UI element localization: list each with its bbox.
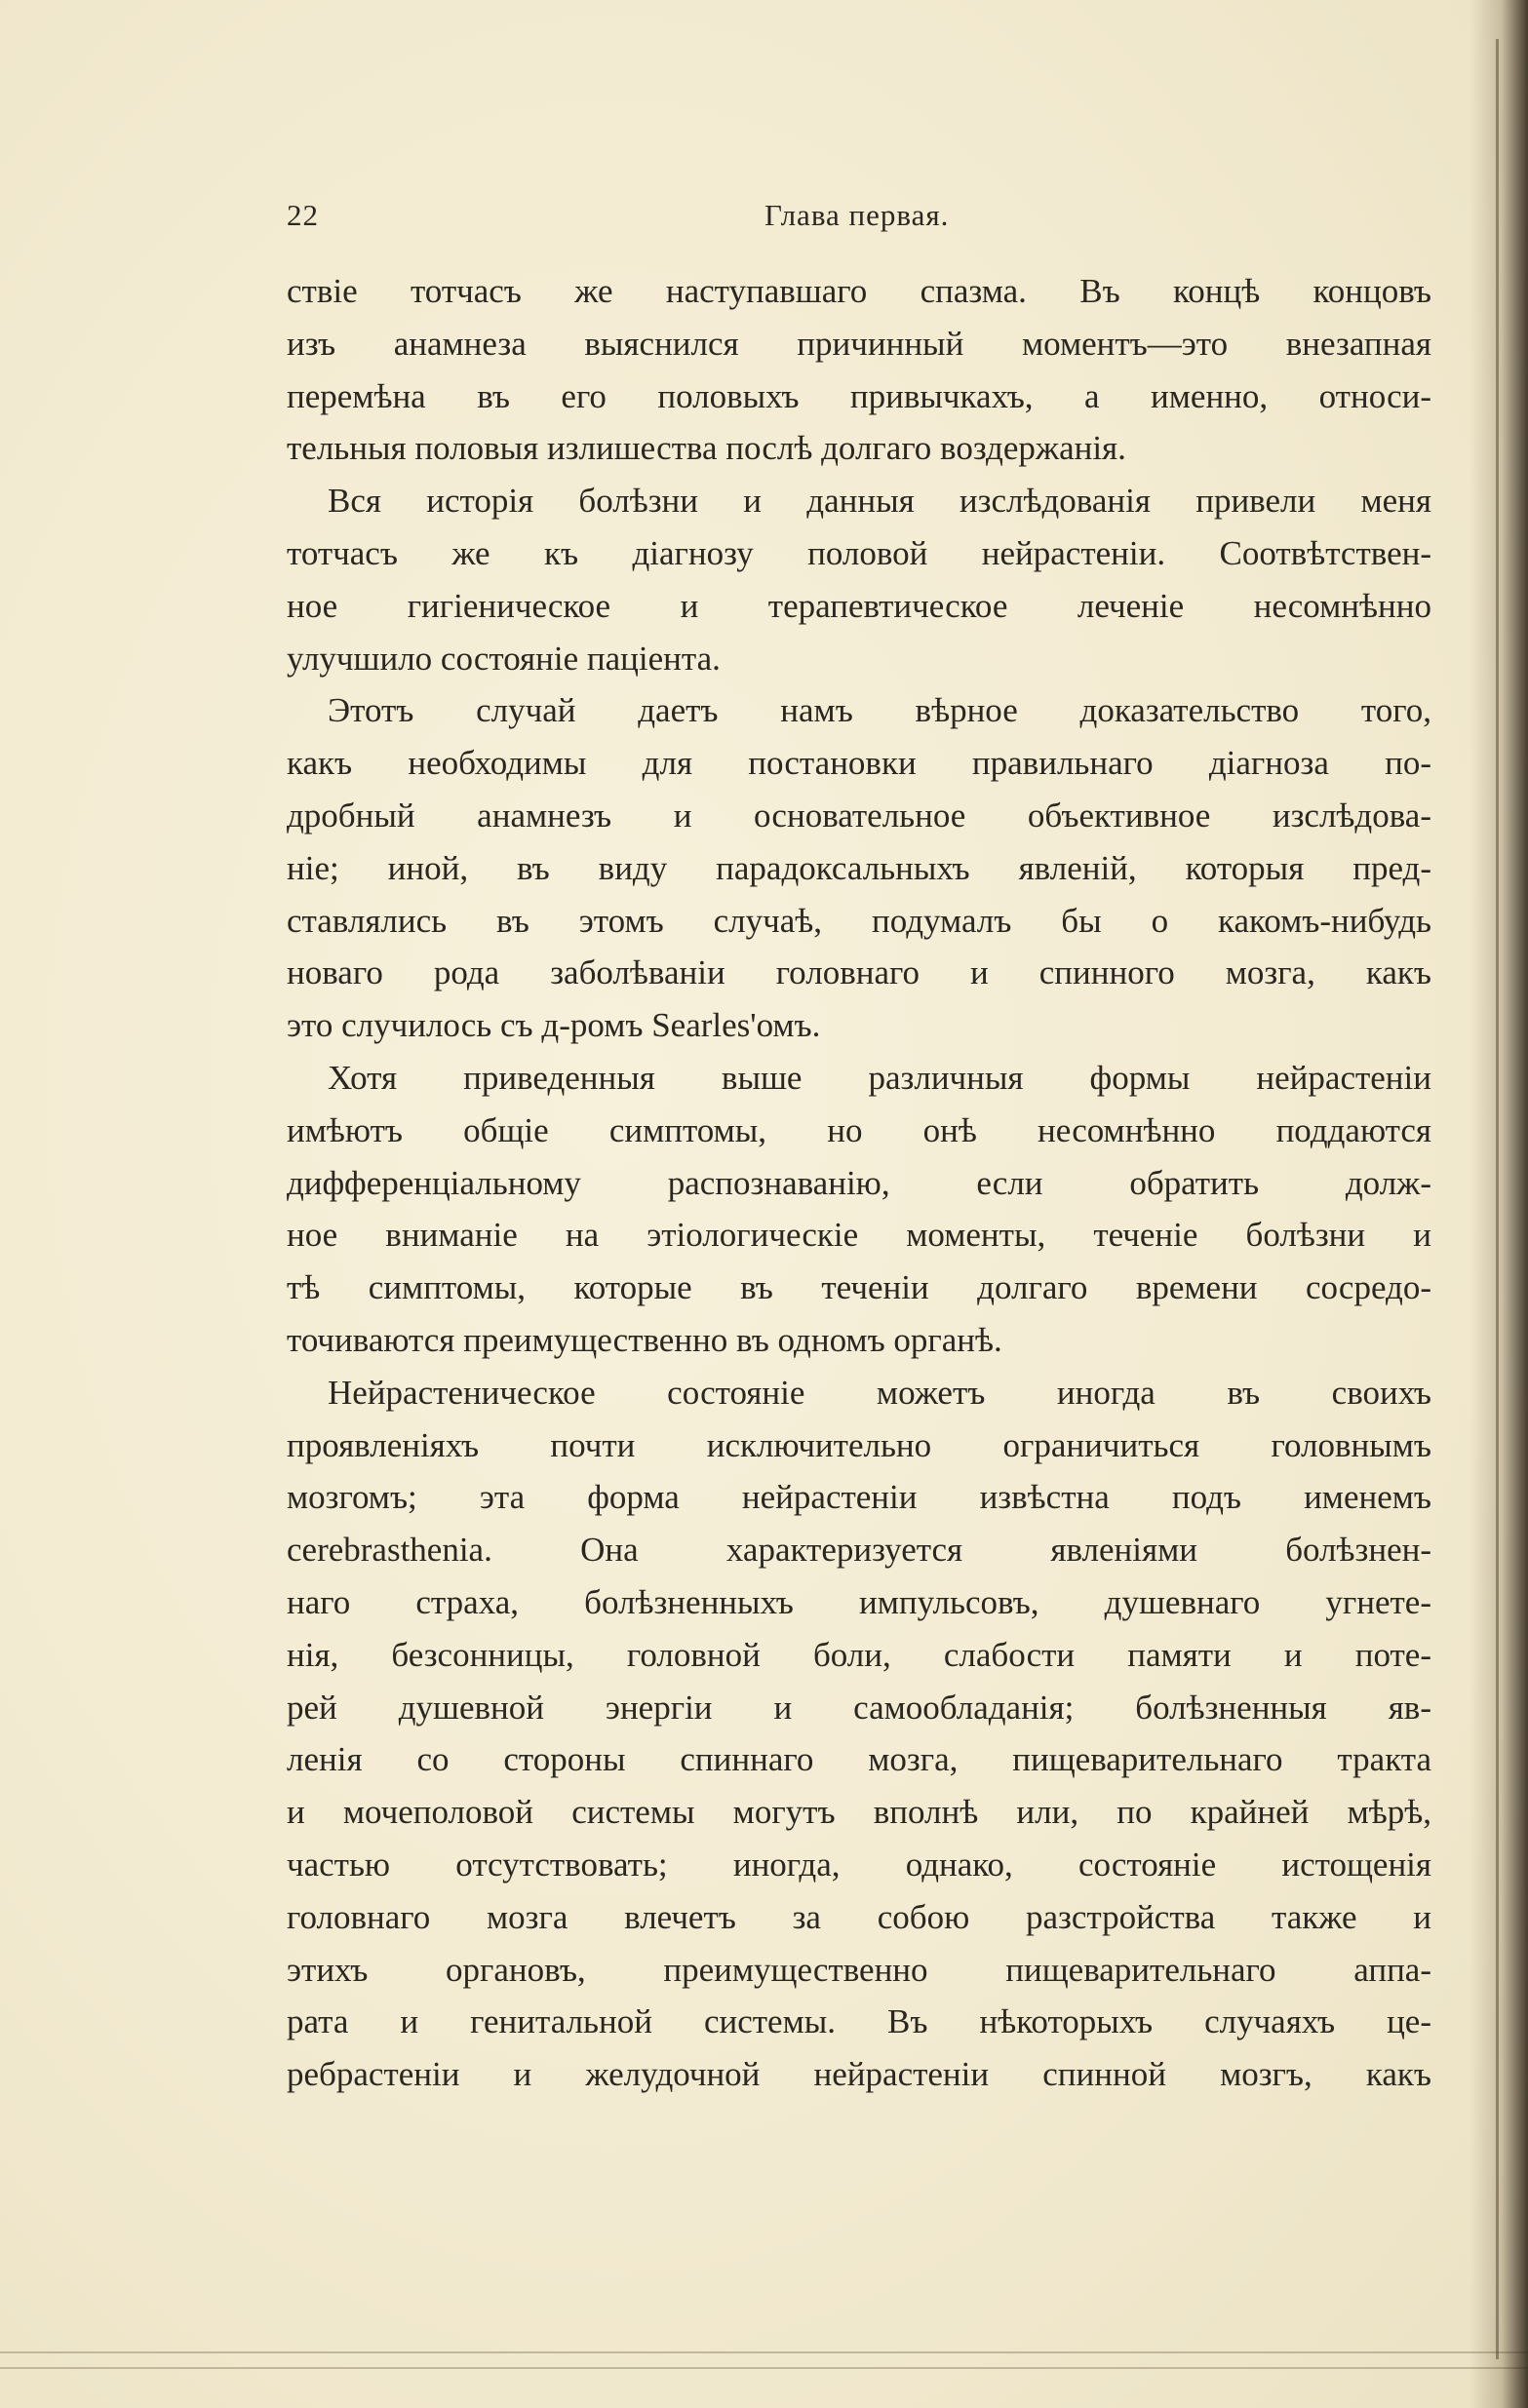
text-line: и мочеполовой системы могутъ вполнѣ или, по крайней мѣрѣ,	[287, 1793, 1431, 1832]
page-number: 22	[287, 198, 319, 232]
text-line: тѣ симптомы, которые въ теченіи долгаго времени сосредо-	[287, 1268, 1431, 1307]
text-line: проявленіяхъ почти исключительно ограничиться головнымъ	[287, 1425, 1431, 1464]
text-line: ное гигіеническое и терапевтическое леченіе несомнѣнно	[287, 586, 1431, 625]
text-line: какъ необходимы для постановки правильнаго діагноза по-	[287, 744, 1431, 783]
text-line: дробный анамнезъ и основательное объективное изслѣдова-	[287, 796, 1431, 835]
text-line: улучшило состояніе паціента.	[287, 639, 721, 678]
page-bottom-rule	[0, 2367, 1528, 2369]
running-title: Глава первая.	[764, 198, 950, 232]
text-line: новаго рода заболѣваніи головнаго и спинного мозга, какъ	[287, 953, 1431, 992]
page-bottom-rule	[0, 2351, 1528, 2353]
text-line: мозгомъ; эта форма нейрастеніи извѣстна подъ именемъ	[287, 1478, 1431, 1517]
text-line: тотчасъ же къ діагнозу половой нейрастеніи. Соотвѣтствен-	[287, 533, 1431, 572]
text-line: изъ анамнеза выяснился причинный моментъ—это внезапная	[287, 324, 1431, 363]
text-line: этихъ органовъ, преимущественно пищеварительнаго аппа-	[287, 1950, 1431, 1989]
text-line: ставлялись въ этомъ случаѣ, подумалъ бы о какомъ-нибудь	[287, 901, 1431, 940]
text-line: ствіе тотчасъ же наступавшаго спазма. Въ концѣ концовъ	[287, 272, 1431, 310]
text-line: точиваются преимущественно въ одномъ органѣ.	[287, 1320, 1002, 1359]
text-line: ребрастеніи и желудочной нейрастеніи спинной мозгъ, какъ	[287, 2055, 1431, 2094]
body-text	[287, 265, 1431, 2101]
text-line: ніе; иной, въ виду парадоксальныхъ явленій, которыя пред-	[287, 848, 1431, 887]
text-line: cerebrasthenia. Она характеризуется явленіями болѣзнен-	[287, 1531, 1431, 1570]
text-line: Нейрастеническое состояніе можетъ иногда въ своихъ	[328, 1373, 1431, 1412]
text-line: частью отсутствовать; иногда, однако, состояніе истощенія	[287, 1845, 1431, 1884]
page-header	[287, 198, 1437, 237]
text-line: рата и генитальной системы. Въ нѣкоторыхъ случаяхъ це-	[287, 2002, 1431, 2041]
text-line: тельныя половыя излишества послѣ долгаго воздержанія.	[287, 429, 1126, 468]
text-line: рей душевной энергіи и самообладанія; болѣзненныя яв-	[287, 1688, 1431, 1727]
text-line: ное вниманіе на этіологическіе моменты, теченіе болѣзни и	[287, 1216, 1431, 1255]
text-line: нія, безсонницы, головной боли, слабости памяти и поте-	[287, 1635, 1431, 1674]
text-line: это случилось съ д-ромъ Searles'омъ.	[287, 1006, 821, 1045]
text-line: головнаго мозга влечетъ за собою разстройства также и	[287, 1897, 1431, 1936]
text-line: Этотъ случай даетъ намъ вѣрное доказательство того,	[328, 691, 1431, 730]
text-line: перемѣна въ его половыхъ привычкахъ, а именно, относи-	[287, 376, 1431, 415]
text-line: наго страха, болѣзненныхъ импульсовъ, душевнаго угнете-	[287, 1582, 1431, 1621]
text-line: дифференціальному распознаванію, если обратить долж-	[287, 1163, 1431, 1202]
text-line: имѣютъ общіе симптомы, но онѣ несомнѣнно поддаются	[287, 1110, 1431, 1149]
text-line: ленія со стороны спиннаго мозга, пищеварительнаго тракта	[287, 1740, 1431, 1779]
text-line: Хотя приведенныя выше различныя формы нейрастеніи	[328, 1058, 1431, 1097]
page-edge-shadow	[1469, 0, 1528, 2408]
text-line: Вся исторія болѣзни и данныя изслѣдованія привели меня	[328, 482, 1431, 521]
